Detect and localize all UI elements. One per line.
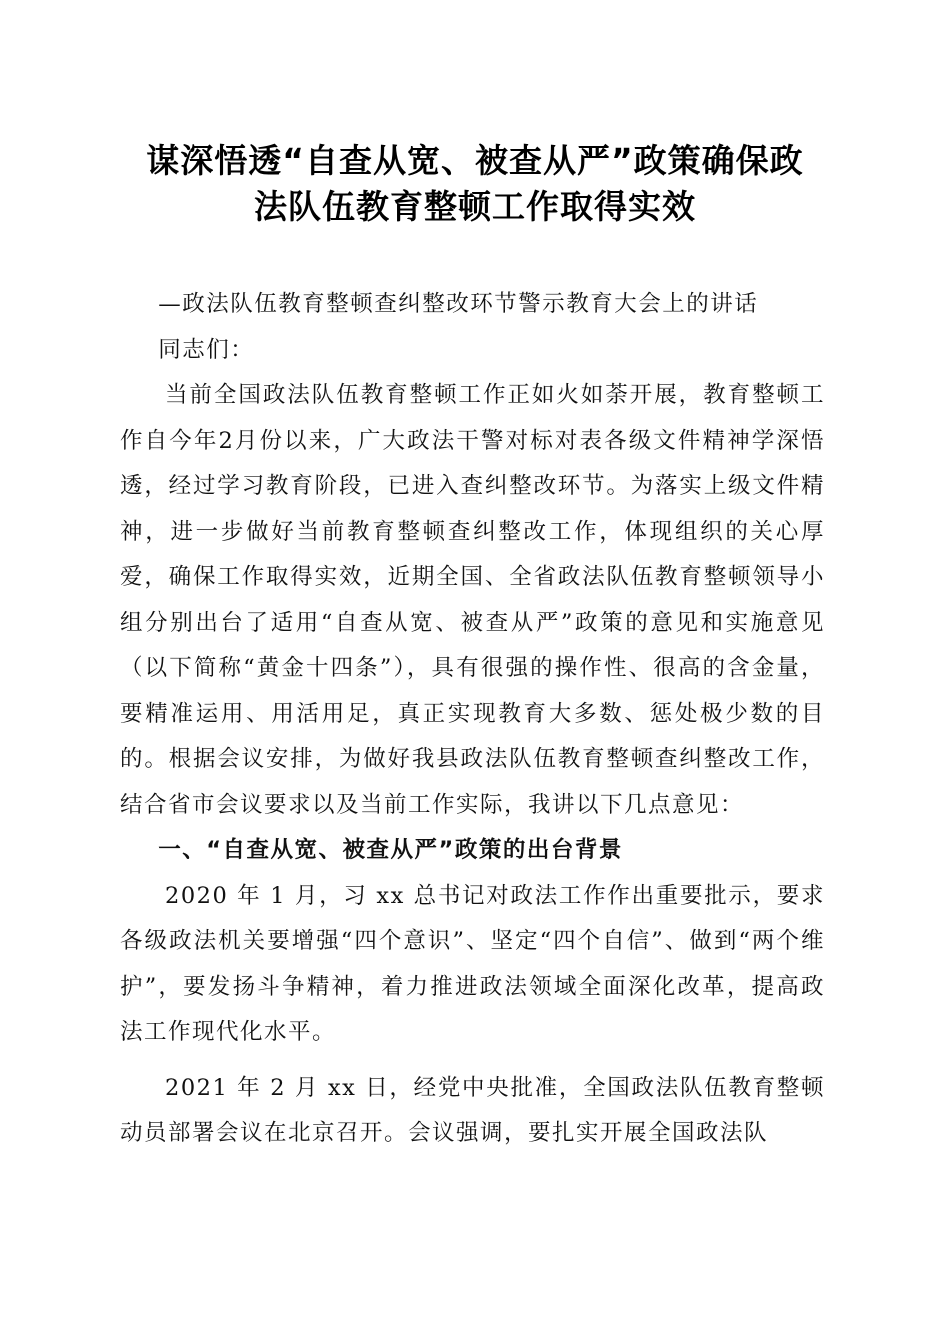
title-line-1: 谋深悟透“自查从宽、被查从严”政策确保政 bbox=[146, 141, 804, 180]
paragraph-2021: 2021 年 2 月 xx 日，经党中央批准，全国政法队伍教育整顿动员部署会议在北京召开。会议强调，要扎实开展全国政法队 bbox=[120, 1074, 825, 1146]
salutation: 同志们： bbox=[158, 336, 255, 363]
paragraph-2020: 2020 年 1 月，习 xx 总书记对政法工作作出重要批示，要求各级政法机关要增强“四个意识”、坚定“四个自信”、做到“两个维护”，要发扬斗争精神，着力推进政法领域全面深化改革，提高政法工作现代化水平。 bbox=[120, 882, 825, 1045]
paragraph-intro: 当前全国政法队伍教育整顿工作正如火如荼开展，教育整顿工作自今年2月份以来，广大政法干警对标对表各级文件精神学深悟透，经过学习教育阶段，已进入查纠整改环节。为落实上级文件精神，进一步做好当前教育整顿查纠整改工作，体现组织的关心厚爱，确保工作取得实效，近期全国、全省政法队伍教育整顿领导小组分别出台了适用“自查从宽、被查从严”政策的意见和实施意见（以下简称“黄金十四条”），具有很强的操作性、很高的含金量，要精准运用、用活用足，真正实现教育大多数、惩处极少数的目的。根据会议安排，为做好我县政法队伍教育整顿查纠整改工作，结合省市会议要求以及当前工作实际，我讲以下几点意见： bbox=[120, 382, 825, 818]
section-heading-1: 一、“自查从宽、被查从严”政策的出台背景 bbox=[158, 837, 623, 863]
document-subtitle: —政法队伍教育整顿查纠整改环节警示教育大会上的讲话 bbox=[158, 291, 759, 317]
title-line-2: 法队伍教育整顿工作取得实效 bbox=[254, 187, 696, 226]
document-title bbox=[100, 138, 850, 230]
document-body bbox=[120, 282, 825, 1157]
